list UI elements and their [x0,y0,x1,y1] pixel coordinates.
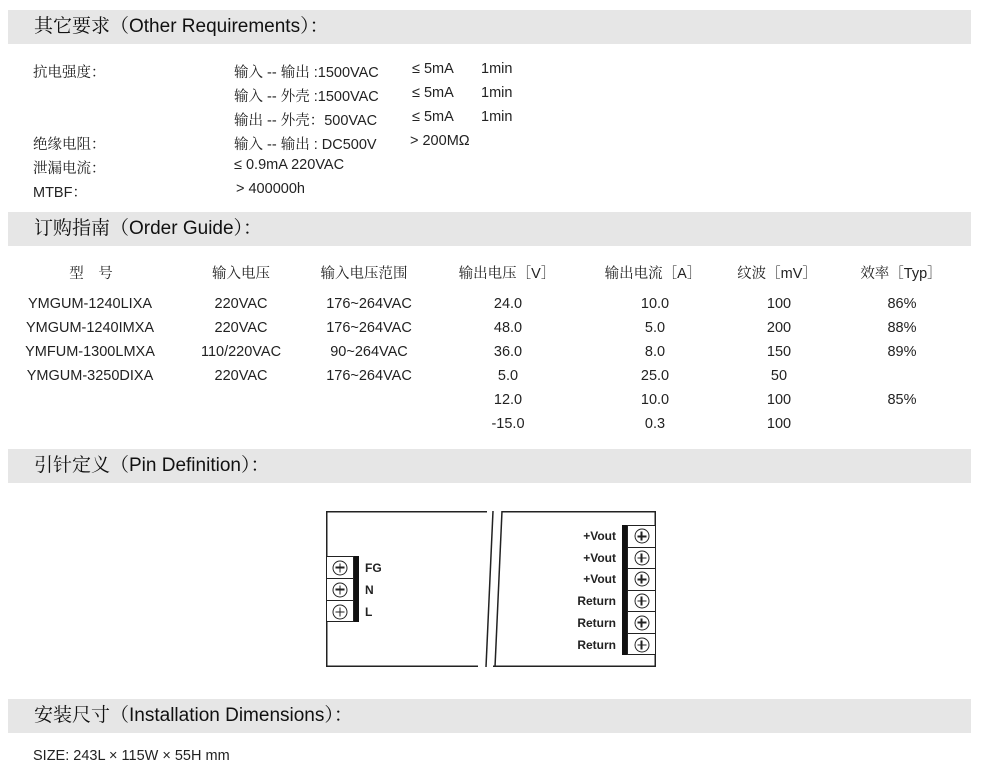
section-header-installation-dimensions: 安装尺寸（Installation Dimensions）： [8,699,971,733]
table-header: 输入电压范围 [320,266,408,282]
terminal-return-3 [628,634,655,656]
table-cell: 100 [766,392,792,408]
table-cell: 10.0 [640,392,670,408]
req-value: > 400000h [236,181,305,197]
table-cell: 89% [887,344,917,360]
pin-label-return: Return [577,638,616,652]
table-cell: 200 [766,320,792,336]
table-cell: 100 [766,416,792,432]
output-terminal-block [627,525,656,655]
screw-icon [634,638,649,653]
pin-label-fg: FG [365,561,382,575]
pin-label-return: Return [577,594,616,608]
pin-label-vout: +Vout [583,529,616,543]
table-header: 型 号 [69,266,113,282]
terminal-return-2 [628,612,655,634]
req-time: 1min [481,109,513,125]
req-label: MTBF： [33,185,87,201]
terminal-n [327,579,353,601]
req-condition: ≤ 5mA [412,61,454,77]
table-cell: 220VAC [214,296,268,312]
table-cell: 8.0 [644,344,666,360]
table-cell: 90~264VAC [330,344,408,360]
table-cell: 48.0 [493,320,523,336]
screw-icon [634,529,649,544]
table-cell: 12.0 [493,392,523,408]
req-condition: ≤ 5mA [412,85,454,101]
req-condition: > 200MΩ [410,133,470,149]
req-value: 输入 -- 输出 : DC500V [234,137,377,153]
table-cell: YMFUM-1300LMXA [25,344,155,360]
table-cell: 0.3 [644,416,666,432]
table-cell: 5.0 [497,368,519,384]
terminal-vout-2 [628,548,655,570]
pin-label-vout: +Vout [583,572,616,586]
terminal-l [327,601,353,623]
table-cell: 176~264VAC [326,368,412,384]
table-cell: 100 [766,296,792,312]
screw-icon [333,560,348,575]
table-cell: 110/220VAC [200,344,282,360]
table-cell: YMGUM-1240IMXA [25,320,155,336]
table-cell: 176~264VAC [326,296,412,312]
terminal-bar [354,556,359,622]
table-header: 输入电压 [212,266,270,282]
pin-label-return: Return [577,616,616,630]
pin-label-l: L [365,605,373,619]
table-cell: 5.0 [644,320,666,336]
table-header: 输出电流［A］ [604,266,702,282]
table-cell: 88% [887,320,917,336]
pin-label-n: N [365,583,374,597]
screw-icon [634,615,649,630]
table-cell: 176~264VAC [326,320,412,336]
req-label: 抗电强度： [33,65,106,81]
table-cell: 25.0 [640,368,670,384]
req-label: 泄漏电流： [33,161,106,177]
table-cell: 24.0 [493,296,523,312]
table-cell: YMGUM-3250DIXA [26,368,154,384]
table-cell: 150 [766,344,792,360]
req-condition: ≤ 5mA [412,109,454,125]
section-header-other-requirements: 其它要求（Other Requirements）： [8,10,971,44]
table-cell: YMGUM-1240LIXA [27,296,153,312]
section-header-pin-definition: 引针定义（Pin Definition）： [8,449,971,483]
table-cell: 50 [770,368,788,384]
table-header: 效率［Typ］ [860,266,942,282]
req-time: 1min [481,61,513,77]
pin-label-vout: +Vout [583,551,616,565]
table-cell: 220VAC [214,320,268,336]
table-header: 纹波［mV］ [737,266,817,282]
table-cell: 10.0 [640,296,670,312]
table-cell: 36.0 [493,344,523,360]
pin-diagram [326,511,656,667]
table-cell: -15.0 [491,416,525,432]
screw-icon [634,594,649,609]
table-cell: 86% [887,296,917,312]
table-header: 输出电压［V］ [458,266,556,282]
terminal-return-1 [628,591,655,613]
terminal-vout-3 [628,569,655,591]
req-time: 1min [481,85,513,101]
table-cell: 85% [887,392,917,408]
size-spec: SIZE: 243L × 115W × 55H mm [33,748,230,764]
terminal-fg [327,557,353,579]
req-value: 输入 -- 输出 :1500VAC [234,65,379,81]
screw-icon [333,582,348,597]
req-value: 输出 -- 外壳：500VAC [234,113,378,129]
input-terminal-block [326,556,354,622]
screw-icon [634,572,649,587]
terminal-vout-1 [628,526,655,548]
req-value: ≤ 0.9mA 220VAC [234,157,345,173]
table-cell: 220VAC [214,368,268,384]
section-header-order-guide: 订购指南（Order Guide）： [8,212,971,246]
req-label: 绝缘电阻： [33,137,106,153]
screw-icon [333,605,348,620]
req-value: 输入 -- 外壳 :1500VAC [234,89,379,105]
screw-icon [634,550,649,565]
